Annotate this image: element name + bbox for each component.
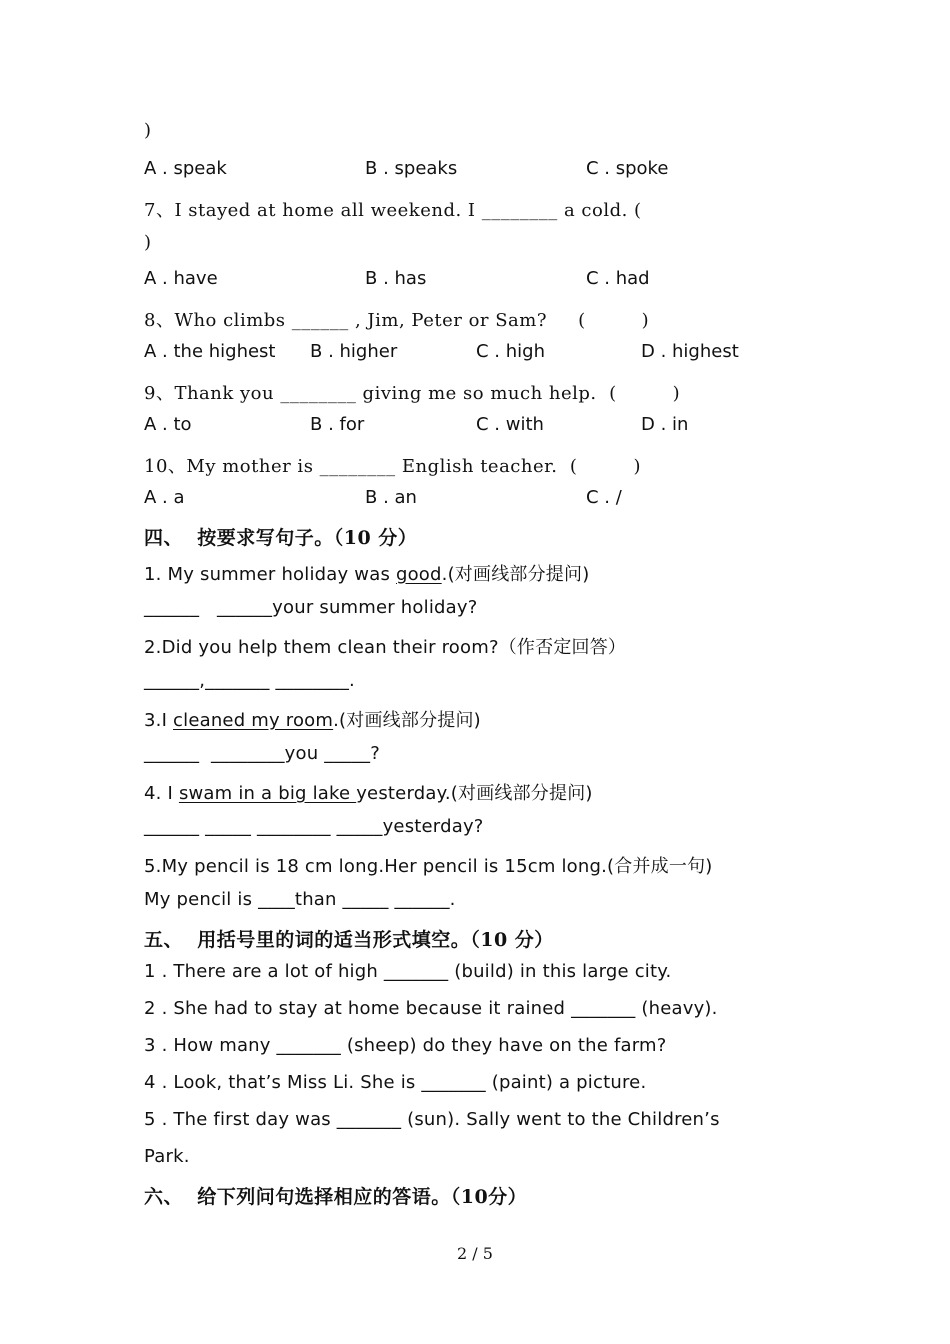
s4-item4-answer: ______ _____ ________ _____yesterday? bbox=[144, 816, 484, 837]
page-number: 2 / 5 bbox=[457, 1244, 493, 1263]
q8-stem: 8、Who climbs ______ , Jim, Peter or Sam? ( ) bbox=[144, 310, 650, 331]
s4-item5: 5.My pencil is 18 cm long.Her pencil is 15cm long.(合并成一句) bbox=[144, 856, 713, 877]
q6-close-paren: ) bbox=[144, 120, 152, 141]
section6-heading: 六、 给下列问句选择相应的答语。（10分） bbox=[144, 1186, 528, 1208]
q7-option-b: B . has bbox=[365, 268, 427, 289]
q9-option-d: D . in bbox=[641, 414, 689, 435]
s4-item1-underlined: good bbox=[395, 564, 442, 585]
q6-option-c: C . spoke bbox=[586, 158, 669, 179]
q9-option-a: A . to bbox=[144, 414, 192, 435]
q10-stem: 10、My mother is ________ English teacher. ( ) bbox=[144, 456, 641, 477]
section5-heading: 五、 用括号里的词的适当形式填空。（10 分） bbox=[144, 929, 554, 951]
section4-heading: 四、 按要求写句子。（10 分） bbox=[144, 527, 418, 549]
s4-item1: 1. My summer holiday was good.(对画线部分提问) bbox=[144, 564, 590, 585]
q7-close-paren: ) bbox=[144, 232, 152, 253]
q9-stem: 9、Thank you ________ giving me so much help. ( ) bbox=[144, 383, 681, 404]
s4-item4: 4. I swam in a big lake yesterday.(对画线部分提问) bbox=[144, 783, 593, 804]
s5-item2: 2 . She had to stay at home because it rained _______ (heavy). bbox=[144, 998, 718, 1019]
s4-item2: 2.Did you help them clean their room?（作否定回答） bbox=[144, 637, 627, 658]
q6-option-a: A . speak bbox=[144, 158, 227, 179]
s5-item4: 4 . Look, that’s Miss Li. She is _______ (paint) a picture. bbox=[144, 1072, 647, 1093]
s5-item3: 3 . How many _______ (sheep) do they have on the farm? bbox=[144, 1035, 667, 1056]
s5-item5: 5 . The first day was _______ (sun). Sally went to the Children’s bbox=[144, 1109, 720, 1130]
q9-option-b: B . for bbox=[310, 414, 365, 435]
s4-item5-answer: My pencil is ____than _____ ______. bbox=[144, 889, 456, 910]
q8-option-d: D . highest bbox=[641, 341, 739, 362]
q8-option-b: B . higher bbox=[310, 341, 398, 362]
q8-option-c: C . high bbox=[476, 341, 545, 362]
s5-item1: 1 . There are a lot of high _______ (build) in this large city. bbox=[144, 961, 672, 982]
q10-option-b: B . an bbox=[365, 487, 417, 508]
q6-option-b: B . speaks bbox=[365, 158, 458, 179]
s5-item5-continued: Park. bbox=[144, 1146, 190, 1167]
q10-option-c: C . / bbox=[586, 487, 622, 508]
s4-item1-answer: ______ ______your summer holiday? bbox=[144, 597, 478, 618]
s4-item4-underlined: swam in a big lake bbox=[178, 783, 357, 804]
q7-stem: 7、I stayed at home all weekend. I ________ a cold. ( bbox=[144, 200, 642, 221]
q7-option-c: C . had bbox=[586, 268, 650, 289]
q7-option-a: A . have bbox=[144, 268, 218, 289]
s4-item3-answer: ______ ________you _____? bbox=[144, 743, 380, 764]
q9-option-c: C . with bbox=[476, 414, 544, 435]
q8-option-a: A . the highest bbox=[144, 341, 276, 362]
s4-item3: 3.I cleaned my room.(对画线部分提问) bbox=[144, 710, 481, 731]
q10-option-a: A . a bbox=[144, 487, 185, 508]
s4-item2-answer: ______,_______ ________. bbox=[144, 670, 355, 691]
s4-item3-underlined: cleaned my room bbox=[173, 710, 334, 731]
